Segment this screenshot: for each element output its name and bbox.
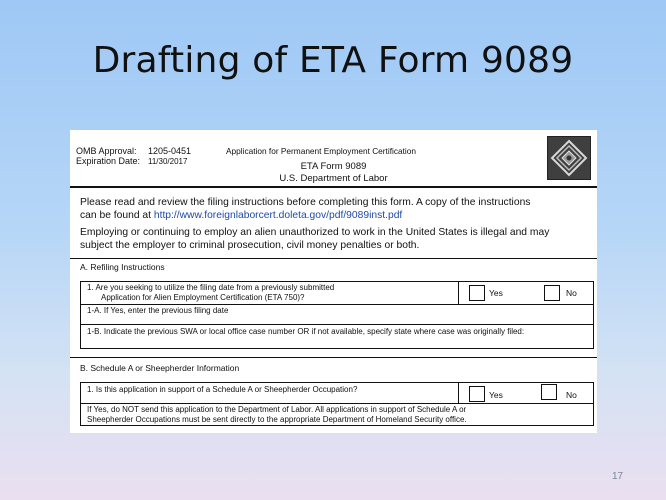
- instructions-prefix: can be found at: [80, 210, 154, 221]
- section-b-no-checkbox[interactable]: [541, 384, 557, 400]
- row-divider: [81, 403, 593, 404]
- section-b-column-divider: [458, 383, 459, 403]
- row-divider: [81, 304, 593, 305]
- section-b-yes-checkbox[interactable]: [469, 386, 485, 402]
- department-seal-icon: [547, 136, 591, 180]
- section-a-table: [80, 281, 594, 349]
- section-a-yes-label: Yes: [489, 288, 503, 298]
- section-b-note-line-2: Sheepherder Occupations must be sent directly to the appropriate Department of Homeland Security office.: [87, 415, 467, 424]
- section-b-heading: B. Schedule A or Sheepherder Information: [80, 363, 240, 373]
- section-a-column-divider: [458, 282, 459, 304]
- eta-form-image: [70, 130, 597, 433]
- warning-paragraph: [80, 226, 549, 252]
- page-number: 17: [612, 471, 624, 482]
- section-a-yes-checkbox[interactable]: [469, 285, 485, 301]
- section-b-q1: 1. Is this application in support of a Schedule A or Sheepherder Occupation?: [87, 385, 358, 394]
- omb-approval-value: 1205-0451: [148, 146, 192, 156]
- instructions-line-2: [80, 209, 530, 222]
- instructions-paragraph: [80, 196, 530, 222]
- omb-approval-label: OMB Approval:: [76, 146, 137, 156]
- section-a-no-label: No: [566, 288, 577, 298]
- section-a-q1-line-1: 1. Are you seeking to utilize the filing date from a previously submitted: [87, 283, 335, 292]
- section-b-table: [80, 382, 594, 426]
- expiration-date-value: 11/30/2017: [148, 157, 188, 166]
- section-a-q1a: 1-A. If Yes, enter the previous filing date: [87, 306, 229, 315]
- section-a-heading: A. Refiling Instructions: [80, 262, 165, 272]
- application-title: Application for Permanent Employment Certification: [226, 146, 416, 156]
- section-divider: [70, 357, 597, 358]
- row-divider: [81, 324, 593, 325]
- slide-title: Drafting of ETA Form 9089: [92, 40, 574, 81]
- department-name: U.S. Department of Labor: [279, 173, 388, 184]
- section-b-no-label: No: [566, 390, 577, 400]
- section-a-q1b: 1-B. Indicate the previous SWA or local office case number OR if not available, specify state where case was originally filed:: [87, 327, 525, 336]
- warning-line-1: Employing or continuing to employ an alien unauthorized to work in the United States is illegal and may: [80, 227, 550, 238]
- expiration-date-label: Expiration Date:: [76, 156, 141, 166]
- section-a-no-checkbox[interactable]: [544, 285, 560, 301]
- section-divider: [70, 258, 597, 259]
- header-divider: [70, 186, 597, 188]
- section-b-note-line-1: If Yes, do NOT send this application to the Department of Labor. All applications in support of Schedule A or: [87, 405, 467, 414]
- warning-line-2: subject the employer to criminal prosecution, civil money penalties or both.: [80, 240, 420, 251]
- instructions-line-1: Please read and review the filing instructions before completing this form. A copy of the instructions: [80, 197, 531, 208]
- instructions-link[interactable]: http://www.foreignlaborcert.doleta.gov/pdf/9089inst.pdf: [153, 210, 403, 221]
- section-a-q1-line-2: Application for Alien Employment Certification (ETA 750)?: [101, 293, 305, 302]
- form-name: ETA Form 9089: [300, 161, 367, 172]
- section-b-yes-label: Yes: [489, 390, 503, 400]
